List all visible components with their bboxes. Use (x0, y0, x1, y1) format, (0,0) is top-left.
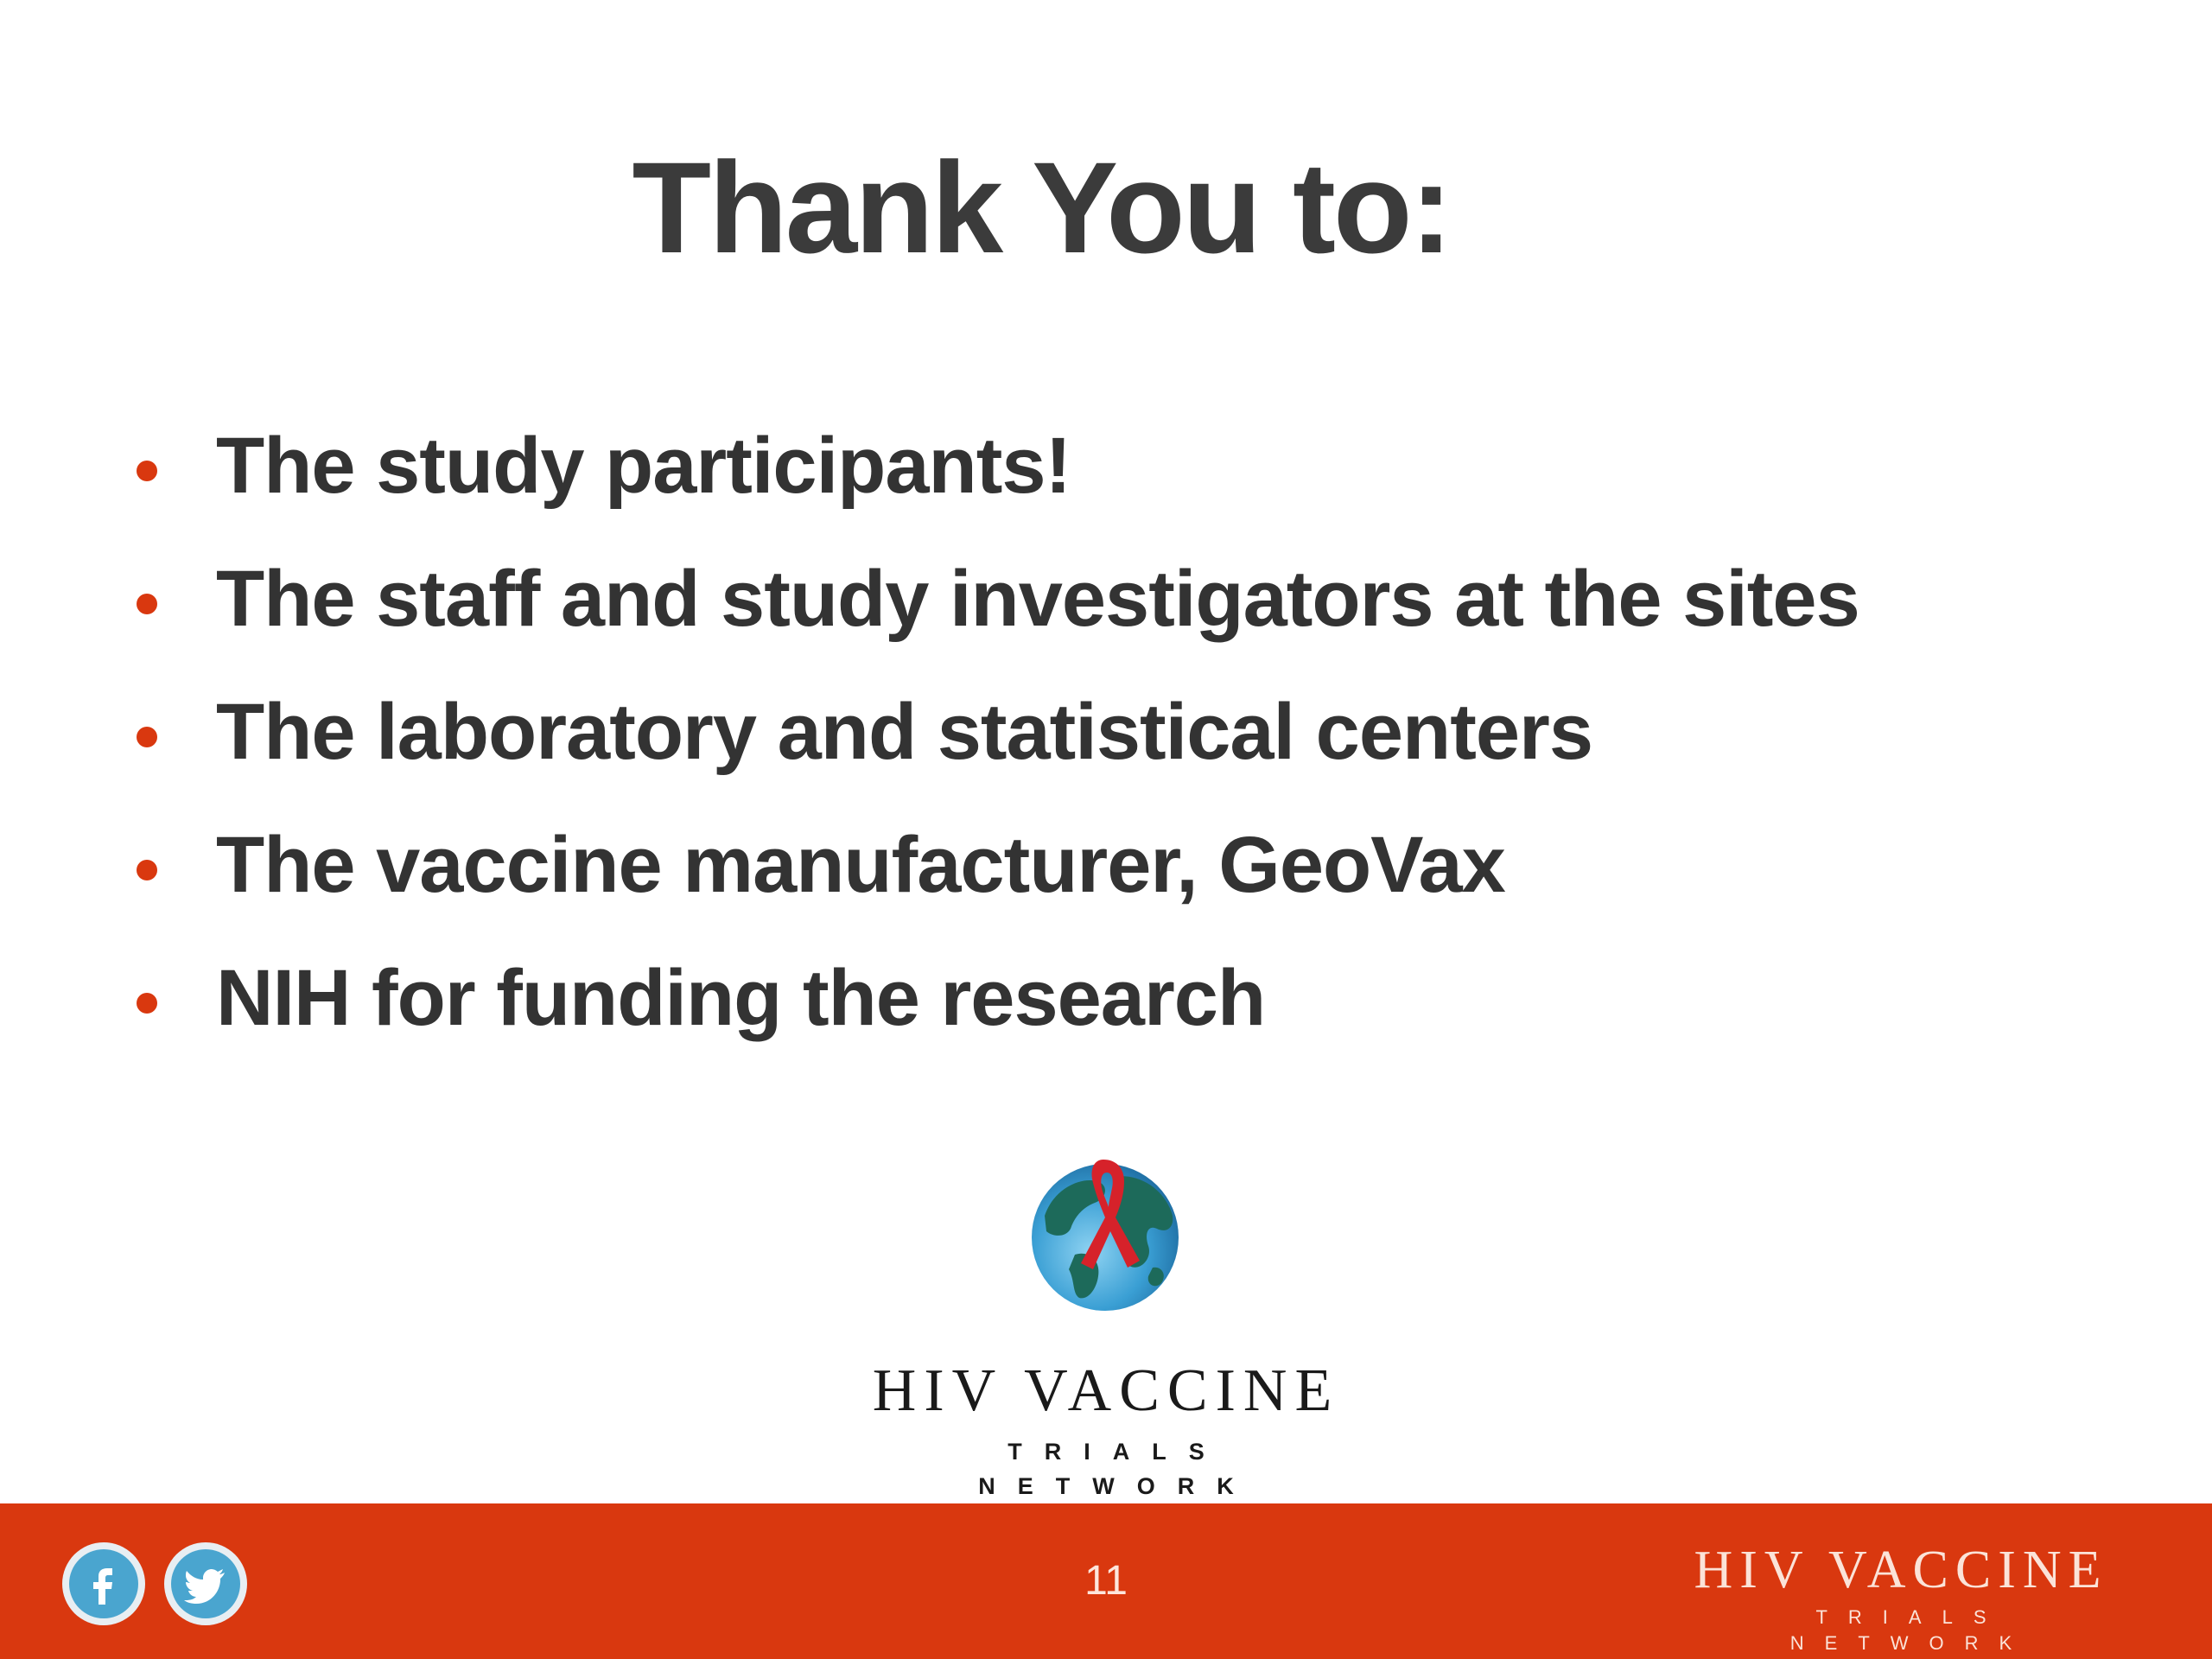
globe-red-ribbon-icon (1027, 1155, 1183, 1311)
bullet-text: The laboratory and statistical centers (216, 688, 1592, 776)
facebook-icon (69, 1549, 138, 1618)
bullet-item (130, 402, 2117, 535)
twitter-button[interactable] (164, 1542, 247, 1625)
page-number: 11 (1084, 1558, 1128, 1604)
bullet-dot-icon (137, 594, 157, 614)
bullet-text: The study participants! (216, 422, 1071, 510)
bullet-item (130, 934, 2117, 1067)
bullet-item (130, 535, 2117, 668)
bullet-dot-icon (137, 727, 157, 747)
bullet-item (130, 668, 2117, 801)
bullet-text: NIH for funding the research (216, 954, 1266, 1042)
bullet-item (130, 801, 2117, 934)
bullet-text: The staff and study investigators at the sites (216, 555, 1859, 643)
bullet-list (130, 402, 2117, 1067)
slide-title: Thank You to: (632, 135, 1451, 280)
hvtn-logo (847, 1145, 1365, 1499)
bullet-dot-icon (137, 993, 157, 1014)
bullet-dot-icon (137, 860, 157, 880)
logo-subtitle: TRIALS NETWORK (978, 1439, 1256, 1499)
footer-logo (1676, 1540, 2126, 1654)
twitter-icon (171, 1549, 240, 1618)
facebook-button[interactable] (62, 1542, 145, 1625)
footer-logo-subtitle: TRIALS NETWORK (1789, 1606, 2033, 1654)
footer-bar (0, 1503, 2212, 1659)
logo-title: HIV VACCINE (872, 1357, 1340, 1424)
bullet-text: The vaccine manufacturer, GeoVax (216, 821, 1505, 909)
footer-logo-title: HIV VACCINE (1694, 1541, 2108, 1599)
bullet-dot-icon (137, 461, 157, 481)
